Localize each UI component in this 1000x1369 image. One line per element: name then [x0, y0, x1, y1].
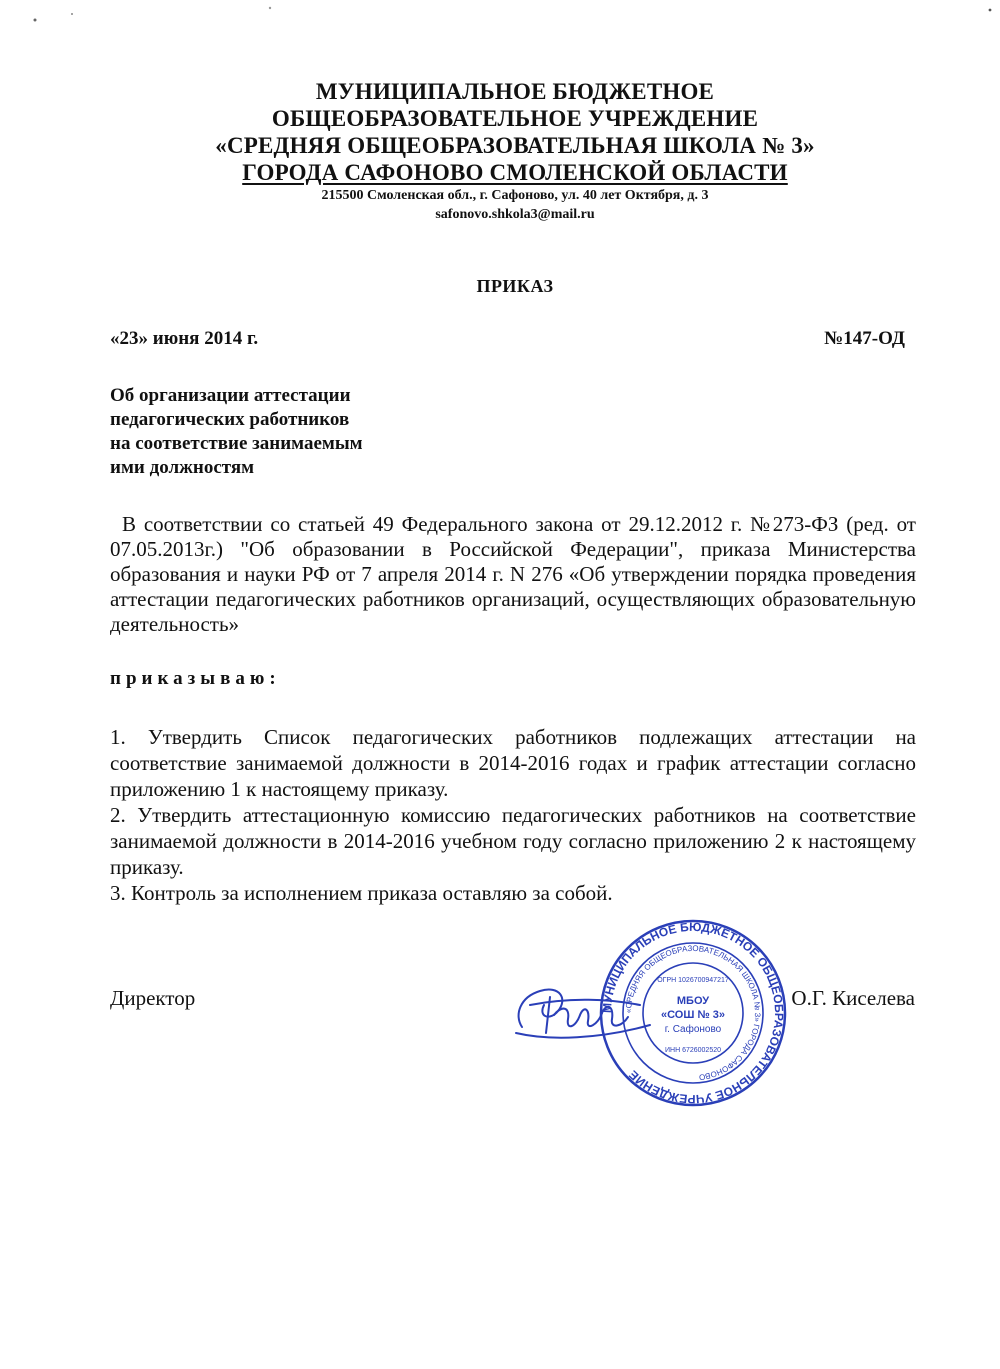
stamp-outer-text: МУНИЦИПАЛЬНОЕ БЮДЖЕТНОЕ ОБЩЕОБРАЗОВАТЕЛЬНОЕ УЧРЕЖДЕНИЕ	[599, 919, 787, 1107]
signer-name: О.Г. Киселева	[791, 986, 915, 1010]
document-number: №147-ОД	[824, 328, 905, 349]
stamp-inn: ИНН 6726002520	[664, 1047, 722, 1054]
subject-line-3: на соответствие занимаемым	[110, 433, 363, 454]
stamp-ogrn: ОГРН 1026700947217	[657, 977, 729, 984]
stamp-inner-text: «СРЕДНЯЯ ОБЩЕОБРАЗОВАТЕЛЬНАЯ ШКОЛА № 3» ГОРОДА САФОНОВО	[623, 943, 763, 1082]
document-subject	[110, 384, 440, 480]
document-date: «23» июня 2014 г.	[110, 328, 259, 349]
order-word: приказываю:	[110, 668, 281, 689]
handwritten-signature	[510, 975, 660, 1055]
letterhead-line-1: МУНИЦИПАЛЬНОЕ БЮДЖЕТНОЕ	[315, 79, 715, 104]
stamp-center-1: МБОУ	[676, 995, 710, 1007]
letterhead-email: safonovo.shkola3@mail.ru	[435, 207, 595, 222]
order-item-3: 3. Контроль за исполнением приказа оставляю за собой.	[110, 881, 613, 905]
stamp-center-2: «СОШ № 3»	[660, 1009, 726, 1021]
subject-line-1: Об организации аттестации	[110, 385, 351, 406]
order-item-2: 2. Утвердить аттестационную комиссию педагогических работников на соответствие занимаемой должности в 2014-2016 учебном году согласно приложению 2 к настоящему приказу.	[110, 803, 916, 879]
subject-line-4: ими должностям	[110, 457, 255, 478]
letterhead-line-4: ГОРОДА САФОНОВО СМОЛЕНСКОЙ ОБЛАСТИ	[242, 160, 788, 185]
subject-line-2: педагогических работников	[110, 409, 350, 430]
scan-specks	[0, 0, 1000, 40]
letterhead-line-2: ОБЩЕОБРАЗОВАТЕЛЬНОЕ УЧРЕЖДЕНИЕ	[271, 106, 759, 131]
letterhead-line-3: «СРЕДНЯЯ ОБЩЕОБРАЗОВАТЕЛЬНАЯ ШКОЛА № 3»	[215, 133, 815, 158]
order-item-1: 1. Утвердить Список педагогических работников подлежащих аттестации на соответствие занимаемой должности в 2014-2016 годах и график аттестации согласно приложению 1 к настоящему приказу.	[110, 725, 916, 801]
order-items	[110, 724, 916, 906]
letterhead	[100, 78, 930, 224]
document-title: ПРИКАЗ	[476, 276, 554, 296]
signer-position: Директор	[110, 986, 196, 1010]
letterhead-address: 215500 Смоленская обл., г. Сафоново, ул. 40 лет Октября, д. 3	[321, 188, 709, 203]
stamp-center-3: г. Сафоново	[664, 1024, 722, 1035]
preamble-paragraph: В соответствии со статьей 49 Федерального закона от 29.12.2012 г. №273-ФЗ (ред. от 07.05.2013г.) "Об образовании в Российской Федерации", приказа Министерства образования и науки РФ от 7 апреля 2014 г. N 276 «Об утверждении порядка проведения аттестации педагогических работников организаций, осуществляющих образовательную деятельность»	[110, 512, 916, 636]
